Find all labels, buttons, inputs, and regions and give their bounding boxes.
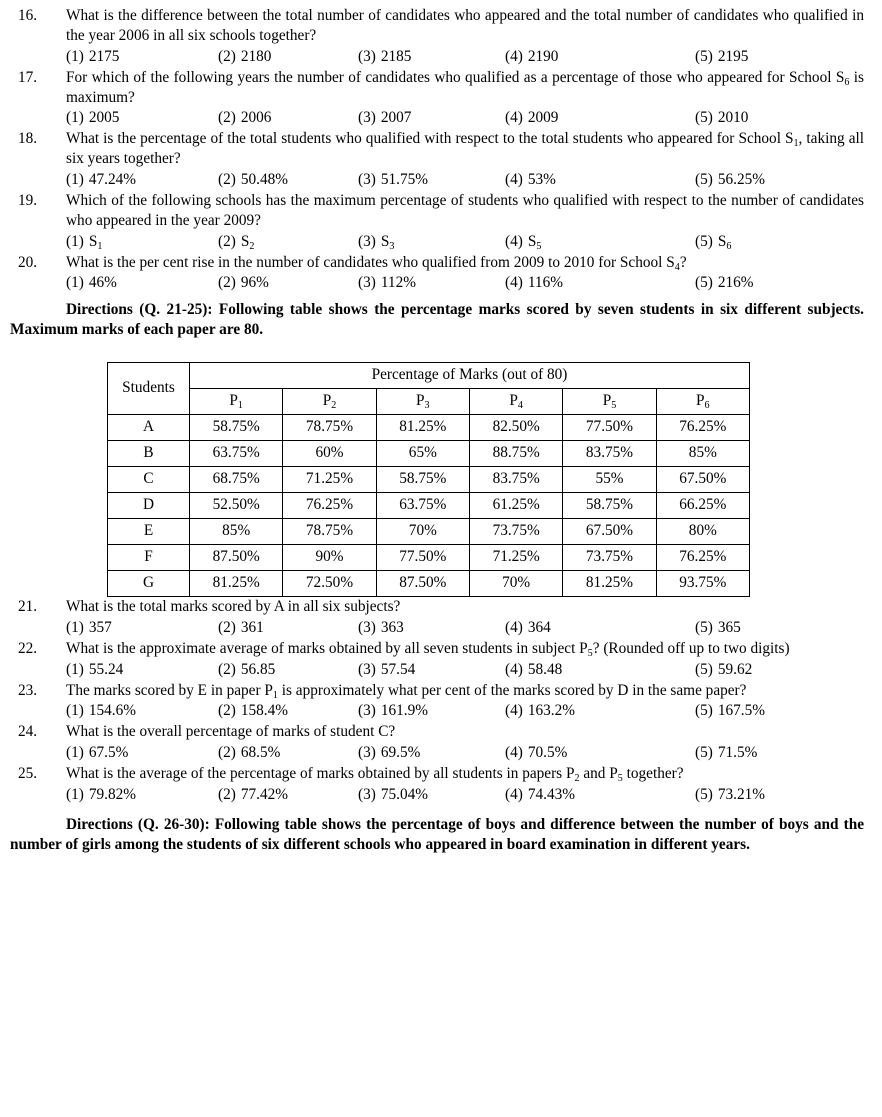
mark-cell: 83.75% <box>563 441 656 467</box>
option-label: (5) <box>695 618 713 636</box>
option-label: (1) <box>66 702 84 720</box>
option-value: 74.43% <box>527 785 576 803</box>
option-label: (1) <box>66 274 84 292</box>
option-label: (5) <box>695 660 713 678</box>
mark-cell: 88.75% <box>469 441 562 467</box>
option-2[interactable] <box>218 47 358 67</box>
option-2[interactable] <box>218 618 358 638</box>
option-value: 77.42% <box>240 785 289 803</box>
directions-26-30: Directions (Q. 26-30): Following table shows the percentage of boys and difference between the number of boys and the number of girls among the students of six different schools who appeared in board examination in different years. <box>10 815 864 853</box>
table-row <box>108 441 750 467</box>
mark-cell: 90% <box>283 545 376 571</box>
header-paper: $P_4$ <box>469 389 562 415</box>
question-number: 19. <box>18 191 38 209</box>
directions-21-25: Directions (Q. 21-25): Following table shows the percentage marks scored by seven students in six different subjects. Maximum marks of each paper are 80. <box>10 301 864 339</box>
option-label: (2) <box>218 171 236 188</box>
option-3[interactable] <box>358 785 505 805</box>
option-value: 71.5% <box>717 744 758 762</box>
mark-cell: 85% <box>190 519 283 545</box>
option-value: 2195 <box>717 47 749 65</box>
option-1[interactable] <box>66 618 218 638</box>
option-4[interactable] <box>505 273 695 293</box>
option-label: (2) <box>218 785 236 803</box>
mark-cell: 81.25% <box>563 571 656 597</box>
student-label: E <box>108 519 190 545</box>
option-label: (4) <box>505 785 523 803</box>
table-header-row-2 <box>108 389 750 415</box>
question-number: 21. <box>18 598 38 615</box>
option-1[interactable] <box>66 743 218 763</box>
student-label: C <box>108 467 190 493</box>
option-value: 2175 <box>88 47 120 65</box>
option-5[interactable] <box>695 701 765 721</box>
option-3[interactable] <box>358 273 505 293</box>
option-list <box>66 108 866 128</box>
question-item <box>10 597 866 638</box>
option-list <box>66 660 866 680</box>
option-value: 158.4% <box>240 702 289 720</box>
student-label: F <box>108 545 190 571</box>
question-text: The marks scored by E in paper $P_1$ is approximately what per cent of the marks scored by D in the same paper? <box>66 681 747 701</box>
mark-cell: 77.50% <box>376 545 469 571</box>
option-1[interactable] <box>66 273 218 293</box>
option-list <box>66 232 866 252</box>
option-value: 361 <box>240 618 264 636</box>
option-value: 365 <box>717 618 741 636</box>
option-label: (5) <box>695 109 713 127</box>
option-1[interactable] <box>66 660 218 680</box>
option-value: 216% <box>717 274 754 292</box>
option-value: $S_1$ <box>88 232 103 252</box>
mark-cell: 70% <box>469 571 562 597</box>
mark-cell: 93.75% <box>656 571 749 597</box>
option-list <box>66 743 866 763</box>
option-4[interactable] <box>505 232 695 252</box>
mark-cell: 76.25% <box>656 415 749 441</box>
questions-21-25 <box>10 597 866 805</box>
option-label: (5) <box>695 785 713 803</box>
option-value: 2005 <box>88 109 120 127</box>
option-value: 96% <box>240 274 269 292</box>
question-item <box>10 681 866 722</box>
option-value: 364 <box>527 618 551 636</box>
option-1[interactable] <box>66 170 218 190</box>
table-header-row-1 <box>108 363 750 389</box>
mark-cell: 87.50% <box>376 571 469 597</box>
table-row <box>108 545 750 571</box>
option-label: (3) <box>358 47 376 65</box>
mark-cell: 73.75% <box>563 545 656 571</box>
option-label: (5) <box>695 47 713 65</box>
option-3[interactable] <box>358 108 505 128</box>
option-value: 2006 <box>240 109 272 127</box>
mark-cell: 87.50% <box>190 545 283 571</box>
option-label: (3) <box>358 785 376 803</box>
option-value: 357 <box>88 618 112 636</box>
question-number: 18. <box>18 130 38 148</box>
option-4[interactable] <box>505 743 695 763</box>
mark-cell: 77.50% <box>563 415 656 441</box>
option-label: (2) <box>218 660 236 678</box>
option-value: $S_2$ <box>240 232 255 252</box>
option-label: (1) <box>66 744 84 762</box>
question-number: 20. <box>18 253 38 271</box>
option-label: (3) <box>358 171 376 188</box>
option-label: (5) <box>695 702 713 720</box>
option-value: 51.75% <box>380 171 429 188</box>
option-value: 56.85 <box>240 660 276 678</box>
percentage-marks-table <box>107 362 750 597</box>
mark-cell: 67.50% <box>563 519 656 545</box>
table-row <box>108 571 750 597</box>
option-label: (3) <box>358 660 376 678</box>
option-2[interactable] <box>218 108 358 128</box>
marks-table-container <box>10 362 866 597</box>
option-2[interactable] <box>218 660 358 680</box>
option-list <box>66 785 866 805</box>
option-label: (1) <box>66 232 84 250</box>
option-label: (5) <box>695 744 713 762</box>
option-value: 73.21% <box>717 785 766 803</box>
option-2[interactable] <box>218 743 358 763</box>
question-text: What is the percentage of the total students who qualified with respect to the total students who appeared for School $S_1$, taking all six years together? <box>66 130 864 168</box>
question-body <box>66 597 866 638</box>
option-value: 69.5% <box>380 744 421 762</box>
option-label: (3) <box>358 232 376 250</box>
table-row <box>108 467 750 493</box>
option-list <box>66 47 866 67</box>
option-value: 112% <box>380 274 416 292</box>
mark-cell: 68.75% <box>190 467 283 493</box>
mark-cell: 83.75% <box>469 467 562 493</box>
option-label: (2) <box>218 274 236 292</box>
option-value: 2009 <box>527 109 559 127</box>
option-4[interactable] <box>505 785 695 805</box>
option-label: (4) <box>505 232 523 250</box>
option-list <box>66 618 866 638</box>
option-value: 2185 <box>380 47 412 65</box>
option-value: $S_3$ <box>380 232 395 252</box>
mark-cell: 80% <box>656 519 749 545</box>
option-label: (4) <box>505 702 523 720</box>
option-value: 50.48% <box>240 171 289 188</box>
option-value: 2007 <box>380 109 412 127</box>
mark-cell: 71.25% <box>283 467 376 493</box>
option-list <box>66 273 866 293</box>
option-label: (4) <box>505 274 523 292</box>
option-value: 68.5% <box>240 744 281 762</box>
mark-cell: 81.25% <box>190 571 283 597</box>
mark-cell: 63.75% <box>376 493 469 519</box>
option-value: 57.54 <box>380 660 416 678</box>
option-5[interactable] <box>695 743 757 763</box>
question-text: For which of the following years the number of candidates who qualified as a percentage of those who appeared for School $S_6$ is maximum? <box>66 68 865 106</box>
mark-cell: 76.25% <box>656 545 749 571</box>
option-value: 2010 <box>717 109 749 127</box>
option-label: (1) <box>66 109 84 127</box>
option-value: 56.25% <box>717 171 766 188</box>
option-value: 167.5% <box>717 702 766 720</box>
option-value: 59.62 <box>717 660 753 678</box>
option-label: (3) <box>358 618 376 636</box>
question-text: What is the per cent rise in the number of candidates who qualified from 2009 to 2010 for School $S_4$? <box>66 253 687 273</box>
question-body <box>66 191 866 252</box>
option-value: $S_5$ <box>527 232 542 252</box>
question-body <box>66 639 866 680</box>
mark-cell: 58.75% <box>190 415 283 441</box>
question-body <box>66 722 866 763</box>
mark-cell: 60% <box>283 441 376 467</box>
option-3[interactable] <box>358 701 505 721</box>
option-2[interactable] <box>218 170 358 190</box>
student-label: D <box>108 493 190 519</box>
question-body <box>66 764 866 805</box>
option-3[interactable] <box>358 743 505 763</box>
mark-cell: 63.75% <box>190 441 283 467</box>
mark-cell: 81.25% <box>376 415 469 441</box>
option-2[interactable] <box>218 785 358 805</box>
option-5[interactable] <box>695 47 748 67</box>
option-label: (4) <box>505 660 523 678</box>
mark-cell: 85% <box>656 441 749 467</box>
mark-cell: 58.75% <box>376 467 469 493</box>
option-label: (1) <box>66 47 84 65</box>
table-head <box>108 363 750 415</box>
question-item <box>10 639 866 680</box>
option-4[interactable] <box>505 618 695 638</box>
option-list <box>66 170 866 190</box>
question-item <box>10 129 866 190</box>
option-1[interactable] <box>66 785 218 805</box>
option-label: (5) <box>695 171 713 188</box>
option-label: (4) <box>505 171 523 188</box>
option-value: 2180 <box>240 47 272 65</box>
question-body <box>66 253 866 294</box>
mark-cell: 76.25% <box>283 493 376 519</box>
option-label: (2) <box>218 47 236 65</box>
option-4[interactable] <box>505 660 695 680</box>
question-text: Which of the following schools has the maximum percentage of students who qualified with respect to the number of candidates who appeared in the year 2009? <box>66 191 864 229</box>
question-item <box>10 6 866 67</box>
option-value: 116% <box>527 274 563 292</box>
question-body <box>66 6 866 67</box>
question-item <box>10 68 866 129</box>
table-body <box>108 415 750 597</box>
option-1[interactable] <box>66 232 218 252</box>
header-paper: $P_2$ <box>283 389 376 415</box>
table-row <box>108 519 750 545</box>
option-label: (3) <box>358 109 376 127</box>
option-5[interactable] <box>695 660 752 680</box>
option-value: 363 <box>380 618 404 636</box>
mark-cell: 72.50% <box>283 571 376 597</box>
option-value: 70.5% <box>527 744 568 762</box>
option-label: (3) <box>358 274 376 292</box>
option-label: (2) <box>218 618 236 636</box>
option-value: 75.04% <box>380 785 429 803</box>
option-label: (1) <box>66 618 84 636</box>
option-label: (4) <box>505 618 523 636</box>
option-5[interactable] <box>695 785 765 805</box>
questions-16-20 <box>10 6 866 293</box>
option-value: 154.6% <box>88 702 137 720</box>
question-number: 25. <box>18 765 38 782</box>
option-value: 67.5% <box>88 744 129 762</box>
student-label: B <box>108 441 190 467</box>
table-row <box>108 415 750 441</box>
option-2[interactable] <box>218 701 358 721</box>
option-1[interactable] <box>66 47 218 67</box>
question-number: 22. <box>18 639 38 657</box>
question-body <box>66 129 866 190</box>
question-number: 16. <box>18 7 38 24</box>
question-text: What is the average of the percentage of marks obtained by all students in papers $P_2$ and $P_5$ together? <box>66 765 684 785</box>
mark-cell: 65% <box>376 441 469 467</box>
header-students: Students <box>108 363 190 415</box>
option-label: (1) <box>66 785 84 803</box>
mark-cell: 71.25% <box>469 545 562 571</box>
question-number: 17. <box>18 68 38 86</box>
mark-cell: 78.75% <box>283 519 376 545</box>
student-label: A <box>108 415 190 441</box>
option-value: 46% <box>88 274 117 292</box>
header-percentage-of-marks: Percentage of Marks (out of 80) <box>190 363 750 389</box>
question-text: What is the approximate average of marks obtained by all seven students in subject $P_5$? (Rounded off up to two digits) <box>66 639 790 659</box>
option-2[interactable] <box>218 273 358 293</box>
option-1[interactable] <box>66 108 218 128</box>
mark-cell: 73.75% <box>469 519 562 545</box>
mark-cell: 61.25% <box>469 493 562 519</box>
option-label: (3) <box>358 702 376 720</box>
question-text: What is the overall percentage of marks of student C? <box>66 723 396 741</box>
option-1[interactable] <box>66 701 218 721</box>
option-value: 58.48 <box>527 660 563 678</box>
option-value: $S_6$ <box>717 232 732 252</box>
option-label: (2) <box>218 702 236 720</box>
option-value: 163.2% <box>527 702 576 720</box>
question-body <box>66 68 866 129</box>
option-3[interactable] <box>358 232 505 252</box>
question-number: 23. <box>18 681 38 699</box>
question-item <box>10 253 866 294</box>
mark-cell: 67.50% <box>656 467 749 493</box>
option-5[interactable] <box>695 618 741 638</box>
option-label: (3) <box>358 744 376 762</box>
option-label: (4) <box>505 744 523 762</box>
question-item <box>10 764 866 805</box>
mark-cell: 70% <box>376 519 469 545</box>
option-value: 161.9% <box>380 702 429 720</box>
question-item <box>10 191 866 252</box>
question-text: What is the total marks scored by A in all six subjects? <box>66 598 401 615</box>
option-value: 53% <box>527 171 556 188</box>
option-label: (1) <box>66 171 84 188</box>
option-3[interactable] <box>358 170 505 190</box>
option-4[interactable] <box>505 108 695 128</box>
option-label: (1) <box>66 660 84 678</box>
option-value: 55.24 <box>88 660 124 678</box>
mark-cell: 58.75% <box>563 493 656 519</box>
option-label: (5) <box>695 232 713 250</box>
option-4[interactable] <box>505 170 695 190</box>
question-text: What is the difference between the total number of candidates who appeared and the total number of candidates who qualified in the year 2006 in all six schools together? <box>66 7 864 44</box>
student-label: G <box>108 571 190 597</box>
option-label: (5) <box>695 274 713 292</box>
question-item <box>10 722 866 763</box>
option-label: (2) <box>218 744 236 762</box>
option-value: 2190 <box>527 47 559 65</box>
mark-cell: 78.75% <box>283 415 376 441</box>
header-paper: $P_3$ <box>376 389 469 415</box>
option-4[interactable] <box>505 47 695 67</box>
mark-cell: 82.50% <box>469 415 562 441</box>
option-2[interactable] <box>218 232 358 252</box>
option-label: (2) <box>218 232 236 250</box>
question-body <box>66 681 866 722</box>
header-paper: $P_1$ <box>190 389 283 415</box>
option-5[interactable] <box>695 170 765 190</box>
header-paper: $P_5$ <box>563 389 656 415</box>
question-number: 24. <box>18 723 38 741</box>
option-5[interactable] <box>695 108 748 128</box>
option-3[interactable] <box>358 660 505 680</box>
option-label: (4) <box>505 109 523 127</box>
mark-cell: 66.25% <box>656 493 749 519</box>
option-5[interactable] <box>695 273 754 293</box>
option-3[interactable] <box>358 618 505 638</box>
mark-cell: 52.50% <box>190 493 283 519</box>
option-label: (2) <box>218 109 236 127</box>
table-row <box>108 493 750 519</box>
option-4[interactable] <box>505 701 695 721</box>
option-3[interactable] <box>358 47 505 67</box>
option-5[interactable] <box>695 232 731 252</box>
option-value: 79.82% <box>88 785 137 803</box>
option-value: 47.24% <box>88 171 137 188</box>
header-paper: $P_6$ <box>656 389 749 415</box>
option-label: (4) <box>505 47 523 65</box>
mark-cell: 55% <box>563 467 656 493</box>
option-list <box>66 701 866 721</box>
